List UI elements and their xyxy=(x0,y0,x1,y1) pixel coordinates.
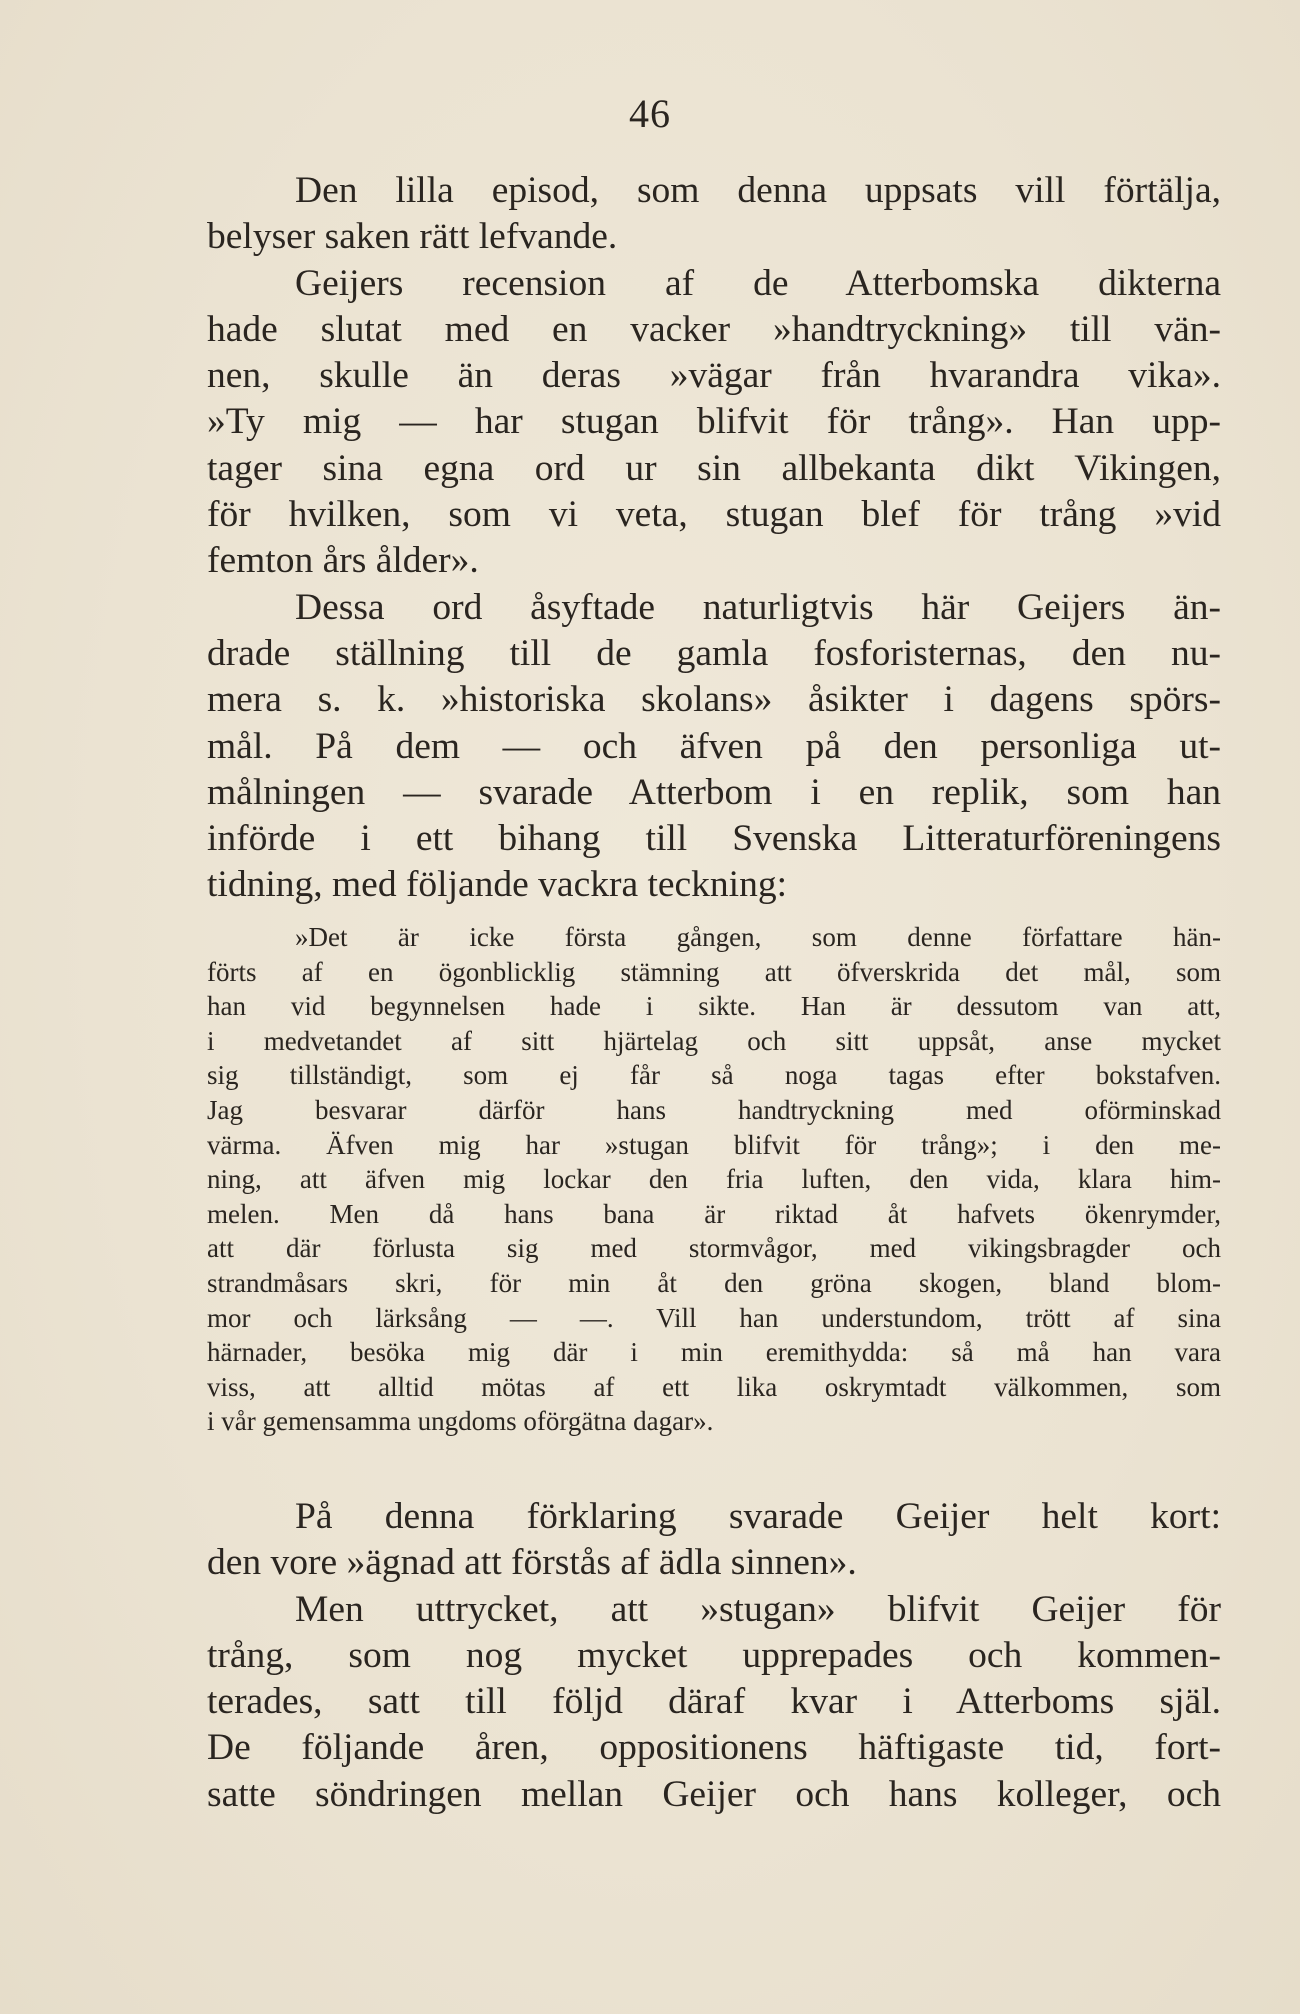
text-line: »Det är icke första gången, som denne författare hän- xyxy=(295,922,1221,952)
text-line: målningen — svarade Atterbom i en replik, som han xyxy=(207,771,1221,813)
text-line: i medvetandet af sitt hjärtelag och sitt uppsåt, anse mycket xyxy=(207,1025,1221,1056)
text-line: hade slutat med en vacker »handtryckning» till vän- xyxy=(207,308,1221,350)
page-number: 46 xyxy=(629,91,671,136)
text-line: mera s. k. »historiska skolans» åsikter i dagens spörs- xyxy=(207,679,1221,721)
text-line: sig tillständigt, som ej får så noga tagas efter bokstafven. xyxy=(207,1060,1221,1091)
text-line: Dessa ord åsyftade naturligtvis här Geijers än- xyxy=(295,586,1221,628)
text-line: melen. Men då hans bana är riktad åt hafvets ökenrymder, xyxy=(207,1198,1221,1229)
text-line: ning, att äfven mig lockar den fria luften, den vida, klara him- xyxy=(207,1164,1221,1195)
text-line: i vår gemensamma ungdoms oförgätna dagar». xyxy=(207,1406,714,1437)
text-line: tager sina egna ord ur sin allbekanta dikt Vikingen, xyxy=(207,447,1221,489)
text-line: De följande åren, oppositionens häftigaste tid, fort- xyxy=(207,1727,1221,1769)
text-line: terades, satt till följd däraf kvar i Atterboms själ. xyxy=(207,1681,1221,1723)
text-line: Den lilla episod, som denna uppsats vill förtälja, xyxy=(295,170,1221,211)
block-quote xyxy=(207,920,1221,1439)
text-line: trång, som nog mycket upprepades och kommen- xyxy=(207,1634,1221,1676)
text-line: förts af en ögonblicklig stämning att öfverskrida det mål, som xyxy=(207,956,1221,987)
text-line: tidning, med följande vackra teckning: xyxy=(207,864,788,906)
text-line: han vid begynnelsen hade i sikte. Han är dessutom van att, xyxy=(207,991,1221,1022)
text-line: för hvilken, som vi veta, stugan blef för trång »vid xyxy=(207,494,1221,536)
text-line: satte söndringen mellan Geijer och hans kolleger, och xyxy=(207,1773,1221,1815)
text-line: härnader, besöka mig där i min eremithydda: så må han vara xyxy=(207,1337,1221,1368)
text-line: strandmåsars skri, för min åt den gröna skogen, bland blom- xyxy=(207,1267,1221,1298)
text-line: femton års ålder». xyxy=(207,540,479,582)
text-line: Jag besvarar därför hans handtryckning med oförminskad xyxy=(207,1094,1221,1125)
text-line: viss, att alltid mötas af ett lika oskrymtadt välkommen, som xyxy=(207,1371,1221,1402)
text-line: På denna förklaring svarade Geijer helt kort: xyxy=(295,1496,1221,1537)
text-line: den vore »ägnad att förstås af ädla sinnen». xyxy=(207,1542,857,1584)
text-line: belyser saken rätt lefvande. xyxy=(207,216,618,258)
paragraph-section-1 xyxy=(207,168,1221,909)
text-line: värma. Äfven mig har »stugan blifvit för trång»; i den me- xyxy=(207,1129,1221,1160)
text-line: att där förlusta sig med stormvågor, med vikingsbragder och xyxy=(207,1233,1221,1264)
text-line: »Ty mig — har stugan blifvit för trång». Han upp- xyxy=(207,401,1221,443)
paragraph-section-2 xyxy=(207,1494,1221,1818)
text-line: drade ställning till de gamla fosforisternas, den nu- xyxy=(207,632,1221,674)
text-line: mor och lärksång — —. Vill han understundom, trött af sina xyxy=(207,1302,1221,1333)
text-line: Geijers recension af de Atterbomska dikterna xyxy=(295,262,1221,304)
text-line: Men uttrycket, att »stugan» blifvit Geijer för xyxy=(295,1588,1221,1630)
text-line: mål. På dem — och äfven på den personliga ut- xyxy=(207,725,1221,767)
text-line: införde i ett bihang till Svenska Litteraturföreningens xyxy=(207,818,1221,860)
text-line: nen, skulle än deras »vägar från hvarandra vika». xyxy=(207,355,1221,397)
